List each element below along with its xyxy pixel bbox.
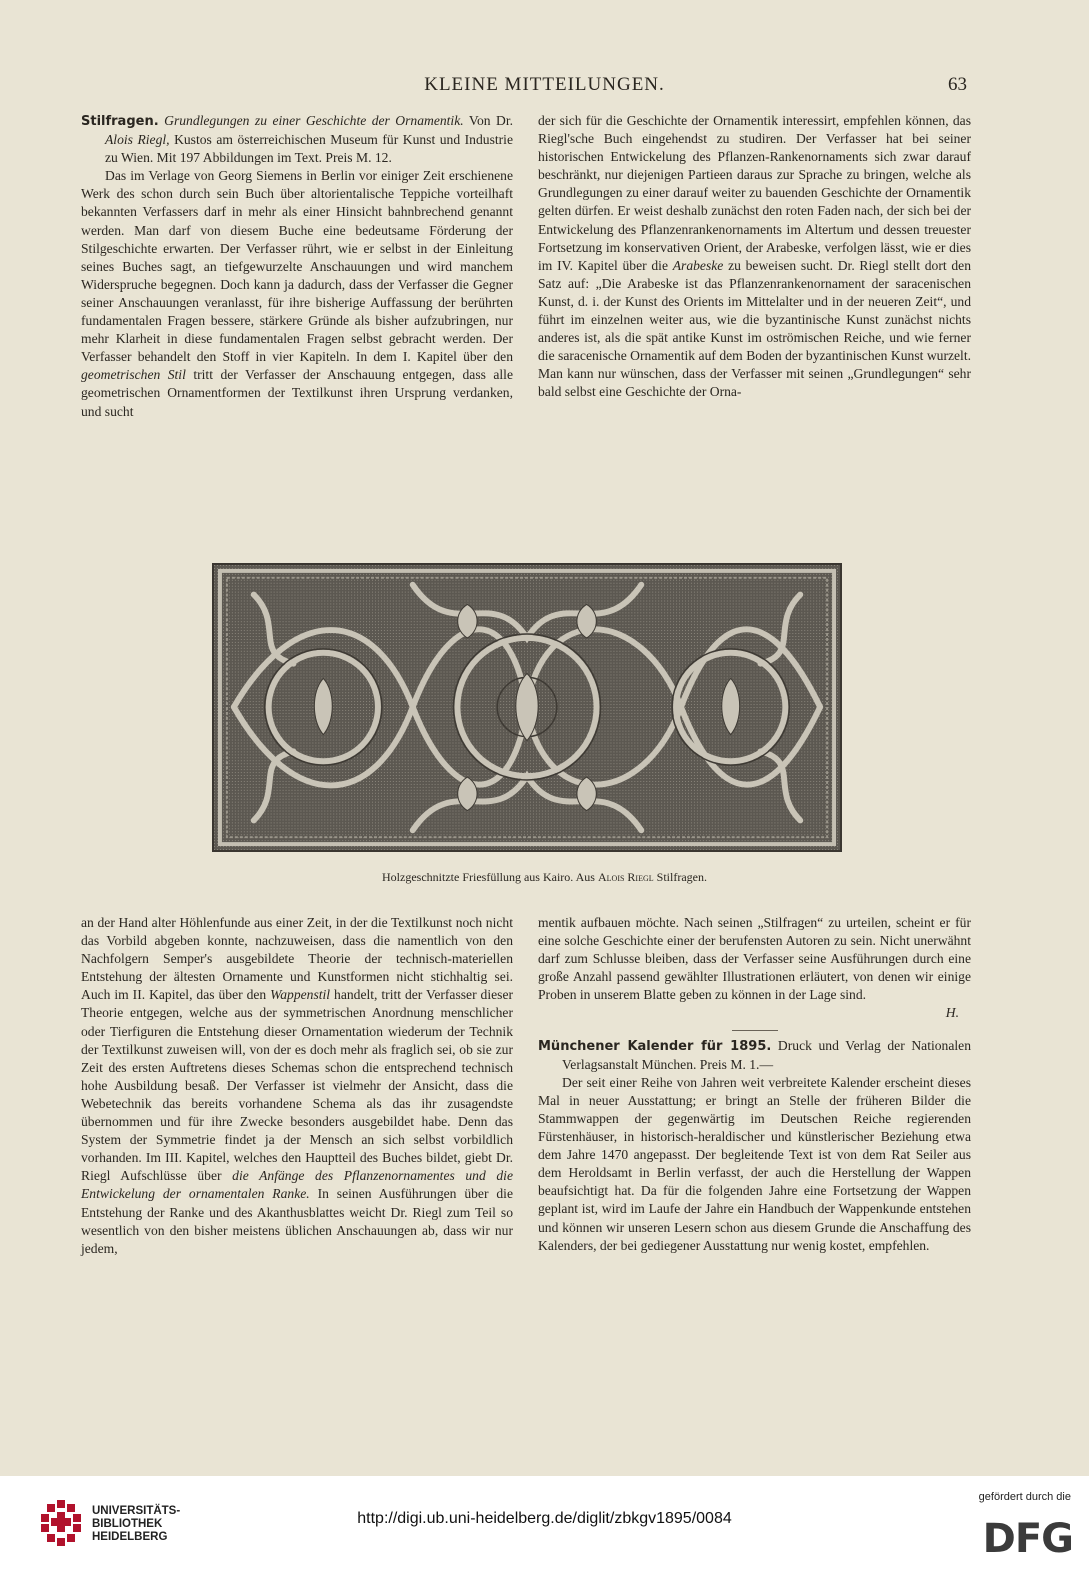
funding-label: gefördert durch die xyxy=(978,1491,1071,1503)
emphasis: Wappenstil xyxy=(270,987,331,1003)
paragraph xyxy=(81,167,513,420)
figure-caption xyxy=(0,870,1089,885)
emphasis: geometrischen Stil xyxy=(81,367,186,383)
heading-text: Kustos am österreichischen Museum für Kunst und Industrie zu Wien. Mit 197 Abbildungen im Text. Preis M. 12. xyxy=(105,132,513,166)
paragraph: mentik aufbauen möchte. Nach seinen „Stilfragen“ zu urteilen, scheint er für eine solche Geschichte einer der berufensten Autoren zu sein. Nicht unerwähnt darf zum Schlusse bleiben, dass der Verfasser seine Ausführungen durch eine große Anzahl passend gewählter Illustrationen erläutert, von denen wir einige Proben in unserem Blatte geben zu können in der Lage sind. xyxy=(538,915,971,1003)
column-bottom-left xyxy=(81,914,513,1258)
book-subtitle: Grundlegungen zu einer Geschichte der Ornamentik. xyxy=(164,113,464,128)
paragraph: Der seit einer Reihe von Jahren weit verbreitete Kalender erscheint dieses Mal in neuer Ausstattung; er bringt an Stelle der früheren Bilder die Stammwappen der gegenwärtig im Deutschen Reiche regierenden Fürstenhäuser, in historisch-heraldischer und künstlerischer Beziehung etwa dem Jahre 1470 angepasst. Der begleitende Text ist von dem Rat Seiler aus dem Heroldsamt in Berlin verfasst, der auch die Herstellung der Wappen beaufsichtigt hat. Da für die folgenden Jahre eine Fortsetzung der Wappen geplant ist, wird im Laufe der Jahre ein Handbuch der Wappenkunde entstehen und können wir unseren Lesern schon aus diesem Grunde die Anschaffung des Kalenders, der bei gediegener Ausstattung nur wenig kostet, empfehlen. xyxy=(538,1074,971,1253)
paragraph xyxy=(81,914,513,1258)
caption-text: Holzgeschnitzte Friesfüllung aus Kairo. Aus xyxy=(382,870,595,884)
paragraph-text: zu beweisen sucht. Dr. Riegl stellt dort den Satz auf: „Die Arabeske ist das Pflanzenrankenornament der saracenischen Kunst, d. i. der Kunst des Orients im Mittelalter und in der neueren Zeit“, und führt im einzelnen weiter aus, wie die byzantinische Kunst zunächst nichts anderes ist, als die spät antike Kunst im oströmischen Reiche, und wie ferner die saracenische Ornamentik auf dem Boden der byzantinischen Kunst wurzelt. Man kann nur wünschen, dass der Verfasser mit seinen „Grundlegungen“ sehr bald selbst eine Geschichte der Orna- xyxy=(538,257,971,400)
paragraph-text: In seinen Ausführungen über die Entstehung der Ranke und des Akanthusblattes weicht Dr. Riegl zum Teil so wesentlich von den bisher meistens üblichen Anschauungen ab, dass wir nur jedem, xyxy=(81,1186,513,1256)
permalink-url[interactable]: http://digi.ub.uni-heidelberg.de/diglit/zbkgv1895/0084 xyxy=(357,1510,732,1527)
section-divider xyxy=(732,1030,778,1031)
library-name-line: HEIDELBERG xyxy=(92,1531,168,1543)
review-title: Stilfragen. xyxy=(81,114,159,129)
review-title: Münchener Kalender für 1895. xyxy=(538,1038,772,1054)
library-name-line: BIBLIOTHEK xyxy=(92,1518,163,1530)
review-heading-kalender xyxy=(538,1037,971,1074)
caption-text: Stilfragen. xyxy=(656,870,707,884)
carved-frieze-figure xyxy=(212,563,842,852)
footer-bar xyxy=(0,1476,1089,1573)
arabesque-ornament-image xyxy=(214,565,840,850)
paragraph-text: tritt der Verfasser der Anschauung entgegen, dass alle geometrischen Ornamentformen der Textilkunst ihren Ursprung verdanken, und sucht xyxy=(81,367,513,419)
library-name-line: UNIVERSITÄTS- xyxy=(92,1505,181,1517)
review-heading-stilfragen xyxy=(81,112,513,167)
emphasis: Arabeske xyxy=(672,257,724,273)
author-name: Alois Riegl, xyxy=(105,132,170,148)
paragraph-text: an der Hand alter Höhlenfunde aus einer Zeit, in der die Textilkunst noch nicht das Vorbild abgeben konnte, nachzuweisen, dass die namentlich von den Nachfolgern Semper's ausgebildete Theorie der technisch-materiellen Entstehung der ältesten Ornamente und Kunstformen nicht stichhaltig sei. Auch im II. Kapitel, das über den xyxy=(81,915,513,1003)
author-signature: H. xyxy=(945,1005,959,1021)
emphasis: die Anfänge des Pflanzenornamentes und die Entwickelung der ornamentalen Ranke. xyxy=(81,1168,513,1202)
column-top-right xyxy=(538,112,971,402)
column-top-left xyxy=(81,112,513,421)
heading-text: Druck und Verlag der Nationalen Verlagsanstalt München. Preis M. 1.— xyxy=(562,1037,971,1072)
dfg-logo: DFG xyxy=(982,1516,1073,1562)
page-number: 63 xyxy=(948,74,967,95)
header-title: KLEINE MITTEILUNGEN. xyxy=(424,74,665,95)
paragraph-text: der sich für die Geschichte der Ornamentik interessirt, empfehlen können, das Riegl'sche Buch eingehendst zu studiren. Der Verfasser hat bei seiner historischen Entwickelung des Pflanzen-Rankenornaments sich zwar darauf beschränkt, nur diejenigen Partieen daraus zur Sprache zu bringen, welche als Grundlegungen zu einer darauf weiter zu bauenden Geschichte der Ornamentik gelten dürfen. Er weist deshalb zunächst den roten Faden nach, der sich bei der Entwickelung des Pflanzenrankenornaments im Altertum und dessen treuester Fortsetzung im konservativen Orient, der Arabeske, verfolgen lässt, wie er dies im IV. Kapitel über die xyxy=(538,113,971,273)
paragraph-text: handelt, tritt der Verfasser dieser Theorie entgegen, welche aus der symmetrischen Anordnung menschlicher oder Tierfiguren die Entstehung dieser Ornamentation wiederum der Technik der Textilkunst zuweisen will, von der es doch mehr als fraglich sei, ob sie zur Zeit des ersten Auftretens dieses Schemas schon die entsprechend technisch hohe Ausbildung besaß. Der Verfasser ist vielmehr der Ansicht, dass die Webetechnik das bereits vorhandene Schema als das ihr zusagendste übernommen und für ihre Zwecke besonders ausgebildet habe. Denn das System der Symmetrie findet ja der Mensch an sich selbst vorbildlich vorhanden. Im III. Kapitel, welches den Hauptteil des Buches bildet, giebt Dr. Riegl Aufschlüsse über xyxy=(81,987,514,1184)
paragraph-text: Das im Verlage von Georg Siemens in Berlin vor einiger Zeit erschienene Werk des schon durch sein Buch über altorientalische Teppiche vorteilhaft bekannten Verfassers darf in mehr als einer Hinsicht bahnbrechend genannt werden. Man darf von diesem Buche eine bedeutsame Förderung der Stilgeschichte erwarten. Der Verfasser rührt, wie er selbst in der Einleitung seines Buches sagt, an tiefgewurzelte Anschauungen und wird manchem Widerspruche begegnen. Doch kann ja dadurch, dass der Verfasser die Gegner seiner Anschauungen veranlasst, für ihre bisherige Auffassung der berührten fundamentalen Fragen bessere, stärkere Gründe als bisher aufzubringen, nur mehr Klarheit in diese fundamentalen Fragen selbst gebracht werden. Der Verfasser behandelt den Stoff in vier Kapiteln. In dem I. Kapitel über den xyxy=(81,168,513,365)
heading-text: Von Dr. xyxy=(468,113,513,128)
paragraph xyxy=(538,112,971,402)
column-bottom-right xyxy=(538,914,971,1255)
caption-author: Alois Riegl xyxy=(597,870,654,884)
